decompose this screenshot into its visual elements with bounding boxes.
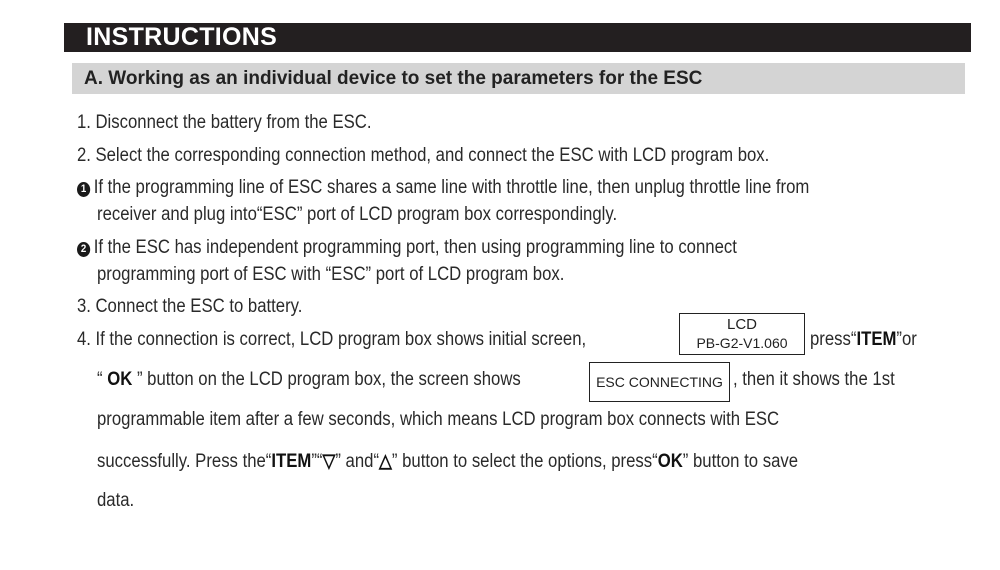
step-text: Disconnect the battery from the ESC. (95, 112, 372, 133)
item-button-label: ITEM (856, 329, 897, 350)
circled-number-icon: 2 (77, 242, 90, 257)
up-triangle-icon: △ (379, 451, 392, 472)
step-4-line-4 (97, 450, 798, 473)
step-text: Select the corresponding connection method, and connect the ESC with LCD program box. (95, 145, 770, 166)
bullet-text: If the programming line of ESC shares a same line with throttle line, then unplug throttle line from (93, 177, 810, 198)
bullet-text: If the ESC has independent programming port, then using programming line to connect (93, 237, 737, 258)
ok-button-label: OK (107, 369, 133, 390)
step-number: 2. (77, 145, 91, 166)
quote-text: ”or (896, 329, 917, 350)
step-4-line-2-tail: , then it shows the 1st (733, 369, 895, 390)
lcd-initial-screen (679, 313, 805, 355)
bullet-2-line-2: programming port of ESC with “ESC” port of LCD program box. (97, 264, 565, 285)
instructions-title: INSTRUCTIONS (64, 23, 971, 52)
step-1 (77, 112, 371, 134)
step-text: successfully. Press the“ (97, 451, 272, 472)
section-heading: A. Working as an individual device to set the parameters for the ESC (72, 63, 965, 94)
quote-text: “ (97, 369, 103, 390)
step-number: 3. (77, 296, 91, 317)
bullet-1-line-1 (77, 177, 809, 199)
step-text: Connect the ESC to battery. (95, 296, 303, 317)
quote-text: press“ (810, 329, 857, 350)
esc-connecting-screen: ESC CONNECTING (589, 362, 730, 402)
ok-button-label: OK (657, 451, 683, 472)
bullet-2-line-1 (77, 237, 737, 259)
step-number: 1. (77, 112, 91, 133)
step-4-line-3: programmable item after a few seconds, which means LCD program box connects with ESC (97, 409, 780, 430)
step-text: ” button to save (682, 451, 799, 472)
quote-text: ” and“ (335, 451, 380, 472)
step-4-line-1 (77, 329, 586, 351)
step-text: ” button on the LCD program box, the screen shows (136, 369, 521, 390)
step-2 (77, 145, 769, 167)
step-text: If the connection is correct, LCD program box shows initial screen, (95, 329, 587, 350)
down-triangle-icon: ▽ (322, 451, 336, 472)
lcd-screen-line-1: LCD (726, 316, 757, 333)
quote-text: ”“ (311, 451, 323, 472)
step-number: 4. (77, 329, 91, 350)
step-4-line-2 (97, 369, 521, 391)
step-4-line-1-tail (810, 329, 917, 351)
lcd-screen-line-2: PB-G2-V1.060 (696, 335, 788, 351)
step-4-line-5: data. (97, 490, 135, 511)
step-text: ” button to select the options, press“ (391, 451, 658, 472)
item-button-label: ITEM (271, 451, 312, 472)
step-3 (77, 296, 302, 318)
bullet-1-line-2: receiver and plug into“ESC” port of LCD program box correspondingly. (97, 204, 618, 225)
circled-number-icon: 1 (77, 182, 90, 197)
